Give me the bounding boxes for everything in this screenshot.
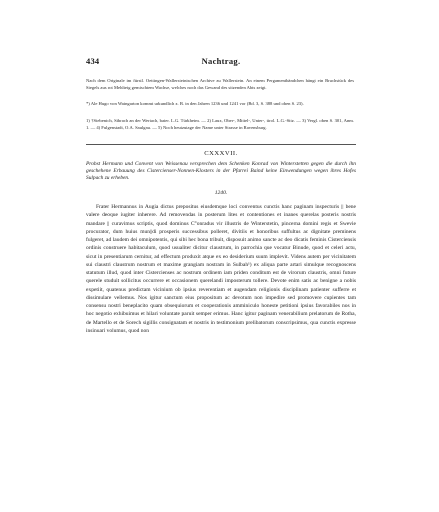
document-regest: [86, 161, 356, 183]
footnote-block-1: [86, 101, 354, 108]
document-number: CXXXVII.: [204, 150, 238, 157]
body-paragraph: Frater Hermannus in Augia dictus prepositus eiusdemque loci conventus cunctis hanc paginam inspecturis || bene valere deoque iugiter inherere. Ad removendas in posterum lites et contentiones et inanes querelas posteris nostris mandare || curavimus scriptis, quod dominus C°onradus vir illustris de Winterstetin, pincerna domini regis et Swevie procurator, dum huius mun||di prosperis successibus polleret, divitiis et honoribus suffultus ac dignitate preminens fulgeret, ad laudem dei omnipotentis, qui sibi hec bona tribuit, disposuit animo sancte ac deo dicatis feminis Cisterciensis ordinis construere habitaculum, quod usualiter dicitur claustrum, in parrochia que vocatur Binude, quod et celeri actu, sicut in presentiarum cernitur, ad effectum produxit atque ex eo desiderium suum implevit. Videns autem per vicinitatem sui claustri claustrum nostrum et maxime grangiam nostram in Sulbah¹) ex aliqua parte artari simulque recognoscens statutum illud, quod inter Cistercienses ac nostrum ordinem iam priden conditum est de virorum claustris, omni future querele studuit sollicitus occurrere et occasionem querelandi imposterum tollere. Devote enim satis ac benigne a nobis expetiit, quatenus predictam vicinium ob ipsius reverentiam et augendam religionis disciplinam patienter sufferre et dissimulare vellemus. Nos igitur sanctum eius propositum ac devotum non impedire sed promovere cupientes tam consensu nostri beneplacito quam obsequiorum et cooperationis amminiculo honeste petitioni ipsius favorabiles nos in hoc negotio exhibuimus et hilari voluntate paruit semper erimus. Hanc igitur paginam venerabilium prelatorum de Rotha, de Martello et de Sorech sigillis consignatam et nostris in testimonium prelibatorum conscripsimus, qua cunctis expresse insinuari volumus, quod non: [86, 204, 356, 334]
page-header: [86, 56, 356, 68]
footnote-text: *) Ale Hugo von Waingarton kommt urkundlich z. B. in den Jahren 1236 und 1241 vor (Bd. 3, S. 388 und oben S. 23).: [86, 101, 304, 106]
footnote-text: 1) †Siebenich, Sibrach an der Wertach, baier. L.G. Türkheim. — 2) Laux, Ober-, Mittel-, Unter-, tirol. L.G.-Sitz. — 3) Vergl. oben S. 301, Anm. 1. — 4) Fulgenstadt, O.A. Saulgau. — 5) Noch heutzutage der Name unter Strasse in Ravensburg.: [86, 118, 354, 130]
footnote-block-2: [86, 118, 354, 131]
preceding-source-note: [86, 78, 354, 91]
document-year: 1240.: [214, 190, 228, 196]
regest-text: Probst Hermann und Convent von Weissenau versprechen dem Schenken Konrad von Winterstetten gegen die durch ihn geschehene Erbauung des Cistercienser-Nonnen-Klosters in der Pfarrei Baind keine Einwendungen wegen ihres Hofes Sulpach zu erheben.: [86, 161, 356, 182]
document-body: [86, 203, 356, 335]
page-number: 434: [86, 56, 100, 66]
section-divider: [86, 144, 356, 145]
running-title: Nachtrag.: [201, 56, 241, 66]
source-note-text: Nach dem Originale im fürstl. Oettingen-Wallersteinischen Archive zu Wallerstein. An einem Pergamentbändchen hängt ein Bruchstück des Siegels aus rot Mehlteig gemischtem Wachse, welches noch das Gewand des sitzenden Abts zeigt.: [86, 78, 354, 90]
